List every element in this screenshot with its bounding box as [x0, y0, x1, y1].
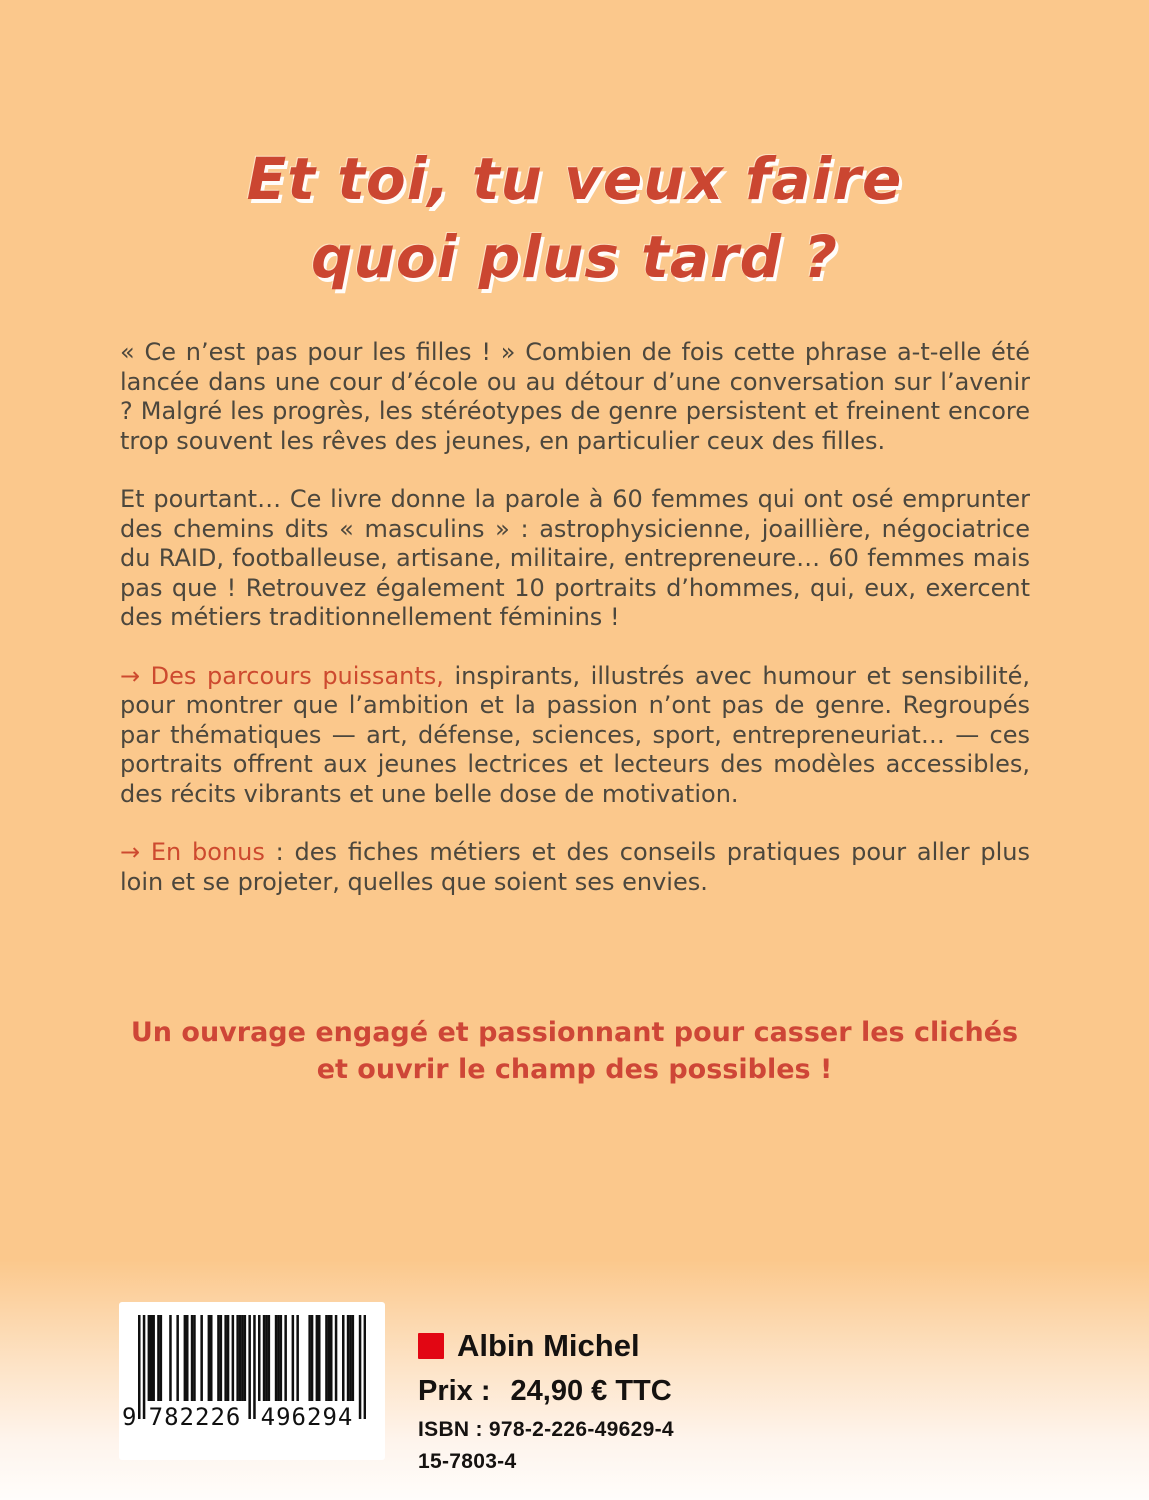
- barcode-group2: 496294: [260, 1403, 354, 1431]
- price-value: 24,90 € TTC: [510, 1375, 672, 1407]
- arrow-lead-parcours: → Des parcours puissants,: [120, 661, 444, 690]
- publisher-block: [418, 1328, 674, 1474]
- paragraph-parcours: [120, 662, 1030, 810]
- barcode-prefix: 9: [122, 1403, 137, 1431]
- price-label: Prix :: [418, 1375, 491, 1407]
- publisher-row: [418, 1328, 674, 1364]
- book-title-line2: quoi plus tard ?: [311, 223, 838, 291]
- isbn: ISBN : 978-2-226-49629-4: [418, 1418, 674, 1441]
- arrow-lead-bonus: → En bonus: [120, 838, 265, 866]
- paragraph-bonus: [120, 838, 1030, 897]
- reference-number: 15-7803-4: [418, 1450, 517, 1473]
- paragraph-intro: « Ce n’est pas pour les filles ! » Combien de fois cette phrase a-t-elle été lancée dans une cour d’école ou au détour d’une conversation sur l’avenir ? Malgré les progrès, les stéréotypes de genre persistent et freinent encore trop souvent les rêves des jeunes, en particulier ceux des filles.: [120, 338, 1030, 455]
- barcode-number: [122, 1403, 366, 1435]
- albin-michel-logo-icon: [418, 1333, 444, 1359]
- book-title-line1: Et toi, tu veux faire: [246, 145, 903, 213]
- tagline: [0, 1014, 1149, 1088]
- back-cover-text: [120, 338, 1030, 926]
- book-title: [0, 140, 1149, 296]
- barcode-panel: [119, 1302, 385, 1460]
- paragraph-bonus-rest: : des fiches métiers et des conseils pratiques pour aller plus loin et se projeter, quelles que soient ses envies.: [120, 838, 1030, 896]
- price-row: [418, 1375, 674, 1408]
- barcode: [122, 1315, 366, 1449]
- tagline-line1: Un ouvrage engagé et passionnant pour casser les clichés: [130, 1017, 1019, 1048]
- publisher-name: Albin Michel: [457, 1328, 640, 1363]
- tagline-line2: et ouvrir le champ des possibles !: [316, 1054, 833, 1085]
- paragraph-concept: Et pourtant… Ce livre donne la parole à 60 femmes qui ont osé emprunter des chemins dits « masculins » : astrophysicienne, joaillière, négociatrice du RAID, footballeuse, artisane, militaire, entrepreneure… 60 femmes mais pas que ! Retrouvez également 10 portraits d’hommes, qui, eux, exercent des métiers traditionnellement féminins !: [120, 485, 1030, 631]
- paragraph-parcours-rest: inspirants, illustrés avec humour et sensibilité, pour montrer que l’ambition et la passion n’ont pas de genre. Regroupés par thématiques — art, défense, sciences, sport, entrepreneuriat… — ces portraits offrent aux jeunes lectrices et lecteurs des modèles accessibles, des récits vibrants et une belle dose de motivation.: [120, 661, 1030, 808]
- barcode-group1: 782226: [148, 1403, 242, 1431]
